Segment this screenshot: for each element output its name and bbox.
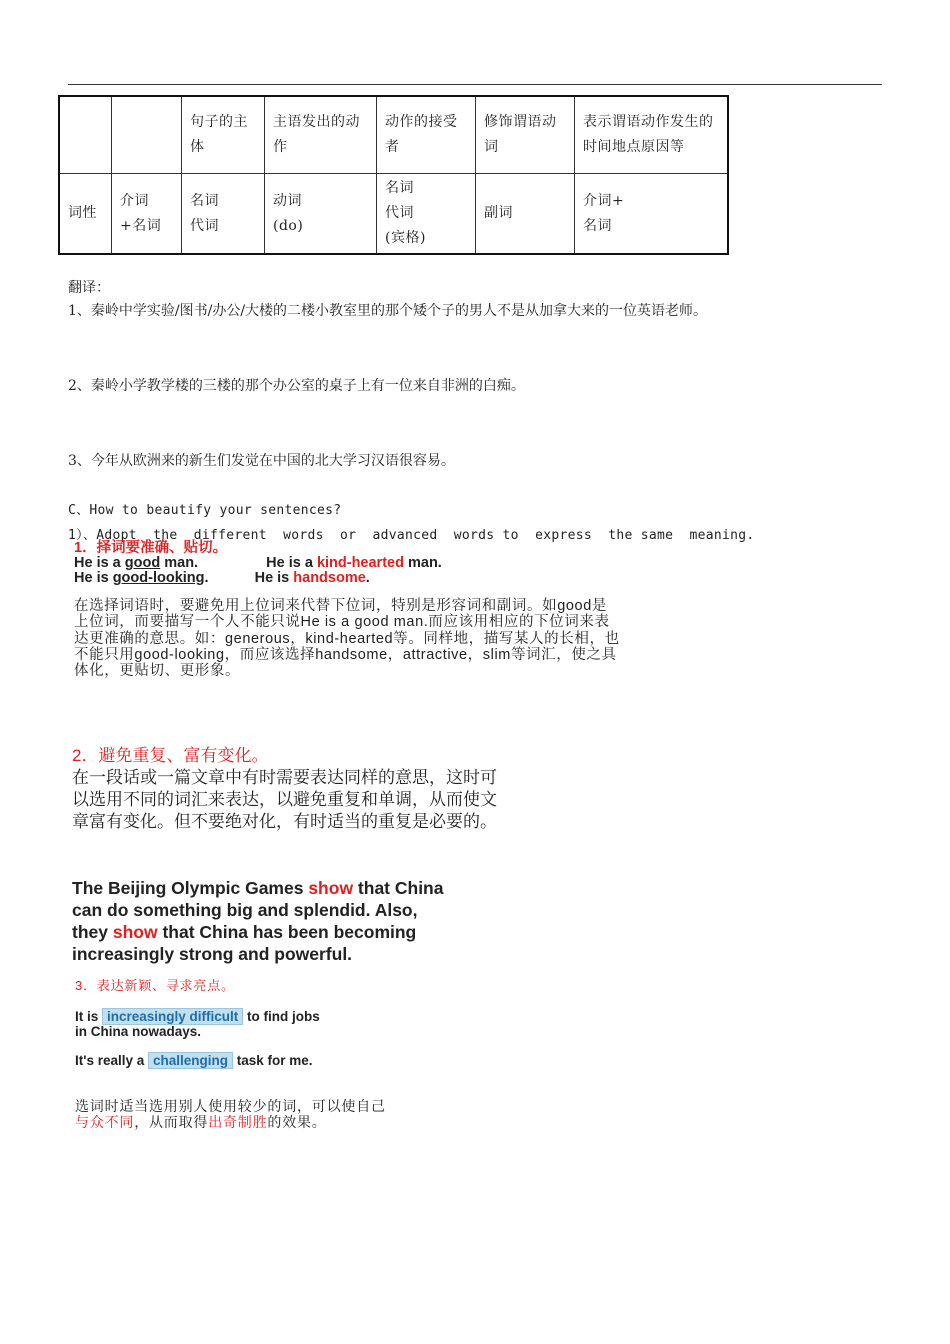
example-text: . (365, 570, 370, 586)
table-cell: 动作的接受者 (377, 96, 476, 174)
table-row (59, 96, 728, 174)
grammar-table (58, 95, 729, 255)
slide-heading: 3．表达新颖、寻求亮点。 (75, 978, 235, 993)
example-text: The Beijing Olympic Games (72, 878, 309, 898)
example-line: can do something big and splendid. Also, (72, 900, 418, 920)
note-red: 与众不同 (75, 1114, 135, 1130)
table-cell: 副词 (476, 174, 575, 255)
example-line (75, 1009, 555, 1024)
table-cell (575, 174, 729, 255)
example-text: that China (353, 878, 444, 898)
example-word-red: handsome (293, 570, 366, 586)
table-cell: 主语发出的动作 (265, 96, 377, 174)
example-text: they (72, 922, 113, 942)
cell-line: 名词 (385, 180, 414, 196)
cell-line: (do) (273, 217, 304, 234)
example-word: good-looking (112, 570, 205, 586)
example-text: that China has been becoming (157, 922, 417, 942)
slide-novel-expression (75, 978, 555, 1130)
example-line (72, 921, 512, 943)
cell-line: 名词 (190, 192, 219, 209)
cell-line: 代词 (385, 205, 414, 221)
example-word: good (124, 555, 161, 571)
example-text: It's really a (75, 1053, 149, 1068)
example-line: increasingly strong and powerful. (72, 944, 353, 964)
slide-example-olympics (72, 877, 512, 965)
header-rule (68, 84, 882, 85)
table-cell: 表示谓语动作发生的时间地点原因等 (575, 96, 729, 174)
example-text: He is (74, 570, 113, 586)
example-line (72, 877, 512, 899)
table-cell: 介词+名词 (112, 174, 182, 255)
slide-paragraph: 在一段话或一篇文章中有时需要表达同样的意思，这时可以选用不同的词汇来表达，以避免重复和单调，从而使文章富有变化。但不要绝对化，有时适当的重复是必要的。 (72, 768, 497, 831)
highlight-phrase: challenging (148, 1052, 233, 1069)
example-line (75, 1053, 555, 1068)
highlight-phrase: increasingly difficult (102, 1008, 243, 1025)
note-text: ，从而取得 (134, 1114, 209, 1130)
example-text: He is a (266, 555, 317, 571)
table-cell (112, 96, 182, 174)
slide-heading: 2．避免重复、富有变化。 (72, 746, 269, 765)
table-cell (265, 174, 377, 255)
slide-avoid-repetition (72, 745, 502, 833)
example-line: in China nowadays. (75, 1024, 202, 1039)
table-cell: 修饰谓语动词 (476, 96, 575, 174)
example-text: He is a (74, 555, 125, 571)
cell-line: 介词+ (583, 192, 625, 209)
note-red: 出奇制胜 (208, 1114, 268, 1130)
translate-item-3: 3、今年从欧洲来的新生们发觉在中国的北大学习汉语很容易。 (68, 453, 455, 469)
section-c-title: C、How to beautify your sentences? (68, 503, 342, 518)
slide-paragraph: 在选择词语时，要避免用上位词来代替下位词，特别是形容词和副词。如good是上位词，而要描写一个人不能只说He is a good man.而应该用相应的下位词来表达更准确的意思。如：generous，kind-hearted等。同样地，描写某人的长相，也不能只用good-looking，而应该选择handsome，attractive，slim等词汇，使之具体化，更贴切、更形象。 (74, 598, 620, 680)
table-cell (182, 174, 265, 255)
table-cell: 句子的主体 (182, 96, 265, 174)
cell-line: 动词 (273, 192, 302, 209)
note-line (75, 1114, 555, 1130)
note-text: 的效果。 (267, 1114, 327, 1130)
note-line: 选词时适当选用别人使用较少的词，可以使自己 (75, 1098, 386, 1114)
cell-line: 代词 (190, 217, 219, 234)
slide-heading: 1．择词要准确、贴切。 (74, 540, 228, 556)
table-cell: 词性 (59, 174, 112, 255)
translate-item-1: 1、秦岭中学实验/图书/办公/大楼的二楼小教室里的那个矮个子的男人不是从加拿大来的一位英语老师。 (68, 303, 708, 319)
example-word-red: show (112, 922, 158, 942)
example-line (74, 571, 634, 586)
cell-line: 名词 (583, 217, 612, 234)
table-row (59, 174, 728, 255)
example-word-red: show (308, 878, 354, 898)
slide-word-choice (74, 541, 634, 679)
example-text: He is (254, 570, 294, 586)
translate-item-2: 2、秦岭小学教学楼的三楼的那个办公室的桌子上有一位来自非洲的白痴。 (68, 378, 525, 394)
table-cell (59, 96, 112, 174)
example-text: to find jobs (243, 1009, 320, 1024)
example-line (74, 556, 634, 571)
table-cell (377, 174, 476, 255)
example-text: man. (403, 555, 442, 571)
example-text: man. (160, 555, 199, 571)
translate-label: 翻译： (68, 280, 110, 296)
cell-line: (宾格) (385, 230, 426, 246)
example-text: . (204, 570, 209, 586)
example-word-red: kind-hearted (316, 555, 404, 571)
example-text: It is (75, 1009, 103, 1024)
example-text: task for me. (233, 1053, 313, 1068)
section-c-point-1: 1）、Adopt the different words or advanced words to express the same meaning. (68, 528, 755, 543)
